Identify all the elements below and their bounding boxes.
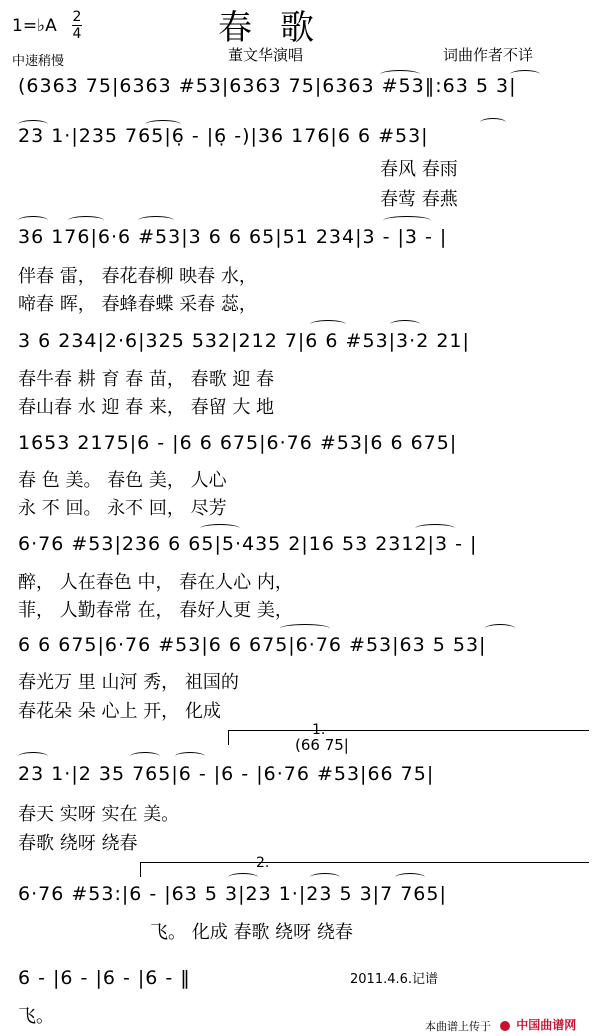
- staff-8-slur: [130, 752, 160, 761]
- staff-4-lyrics-verse-1: 春牛春 耕 育 春 苗， 春歌 迎 春: [18, 369, 275, 390]
- key-text: 1=♭A: [12, 16, 57, 36]
- site-logo-icon: [500, 1021, 510, 1031]
- staff-7-lyrics-verse-1: 春光万 里 山河 秀， 祖国的: [18, 672, 239, 693]
- staff-5-lyrics-verse-2: 永 不 回。 永不 回， 尽芳: [18, 498, 227, 519]
- staff-8-lyrics-verse-2: 春歌 绕呀 绕春: [18, 833, 138, 854]
- performer: 董文华演唱: [228, 46, 304, 64]
- staff-9-slur: [228, 873, 258, 882]
- staff-4-slur: [390, 320, 420, 329]
- staff-9-lyrics: 飞。 化成 春歌 绕呀 绕春: [150, 922, 353, 943]
- staff-6-slur: [200, 524, 240, 533]
- staff-2-lyrics-verse-1: 春风 春雨: [380, 159, 458, 180]
- upload-note: 本曲谱上传于: [425, 1020, 491, 1033]
- staff-9-slur: [395, 873, 425, 882]
- staff-9-music: 6·76 #53:|6 - |63 5 3|23 1·|23 5 3|7 765|: [18, 883, 447, 905]
- staff-4-lyrics-verse-2: 春山春 水 迎 春 来， 春留 大 地: [18, 397, 275, 418]
- staff-3-music: 36 176|6·6 #53|3 6 6 65|51 234|3 - |3 - |: [18, 226, 448, 248]
- staff-7-lyrics-verse-2: 春花朵 朵 心上 开， 化成: [18, 701, 221, 722]
- key-signature: [12, 16, 57, 36]
- staff-3-slur: [138, 216, 174, 225]
- site-logo: [500, 1016, 576, 1033]
- staff-2-lyrics-verse-2: 春莺 春燕: [380, 189, 458, 210]
- tempo-marking: 中速稍慢: [12, 54, 65, 69]
- staff-8-slur: [175, 752, 205, 761]
- staff-1-slur: [380, 70, 420, 79]
- staff-7-music: 6 6 675|6·76 #53|6 6 675|6·76 #53|63 5 53|: [18, 634, 487, 656]
- staff-8-slur: [18, 752, 48, 761]
- staff-3-slur: [68, 216, 104, 225]
- staff-10-lyrics: 飞。: [18, 1006, 54, 1027]
- staff-10-music: 6 - |6 - |6 - |6 - ‖: [18, 967, 191, 989]
- staff-2-slur: [18, 120, 48, 129]
- volta-1-interlude: (66 75|: [295, 736, 349, 754]
- time-sig-top: 2: [72, 9, 82, 25]
- staff-7-slur: [280, 624, 330, 633]
- staff-5-music: 1653 2175|6 - |6 6 675|6·76 #53|6 6 675|: [18, 432, 458, 454]
- staff-3-lyrics-verse-1: 伴春 雷， 春花春柳 映春 水，: [18, 266, 257, 287]
- staff-6-slur: [415, 524, 455, 533]
- volta-1-bracket: [228, 730, 589, 745]
- staff-4-slur: [310, 320, 346, 329]
- site-logo-text: 中国曲谱网: [516, 1018, 577, 1032]
- staff-9-slur: [310, 873, 340, 882]
- staff-2-music: 23 1·|235 765|6̣ - |6̣ -)|36 176|6 6 #53|: [18, 125, 429, 147]
- staff-8-music: 23 1·|2 35 765|6 - |6 - |6·76 #53|66 75|: [18, 763, 435, 785]
- credits: 词曲作者不详: [443, 46, 534, 64]
- song-title: 春歌: [218, 8, 342, 48]
- staff-6-lyrics-verse-1: 醉， 人在春色 中， 春在人心 内，: [18, 572, 293, 593]
- staff-2-slur: [145, 120, 181, 129]
- volta-2-bracket: [140, 862, 589, 877]
- staff-3-slur: [383, 216, 431, 225]
- staff-5-lyrics-verse-1: 春 色 美。 春色 美， 人心: [18, 470, 227, 491]
- staff-6-lyrics-verse-2: 菲， 人勤春常 在， 春好人更 美，: [18, 600, 293, 621]
- staff-7-slur: [485, 624, 515, 633]
- time-signature: [72, 10, 82, 41]
- staff-3-slur: [18, 216, 48, 225]
- staff-1-music: (6363 75|6363 #53|6363 75|6363 #53‖:63 5 3|: [18, 75, 517, 97]
- staff-3-lyrics-verse-2: 啼春 晖， 春蜂春蝶 采春 蕊，: [18, 294, 257, 315]
- volta-1-label: 1.: [312, 722, 326, 738]
- transcription-date: 2011.4.6.记谱: [350, 972, 439, 987]
- staff-1-slur: [510, 70, 540, 79]
- time-sig-bottom: 4: [72, 26, 82, 42]
- volta-2-label: 2.: [256, 855, 270, 871]
- staff-8-lyrics-verse-1: 春天 实呀 实在 美。: [18, 804, 180, 825]
- staff-4-music: 3 6 234|2·6|325 532|212 7|6 6 #53|3·2 21|: [18, 330, 470, 352]
- staff-6-music: 6·76 #53|236 6 65|5·435 2|16 53 2312|3 - |: [18, 533, 478, 555]
- staff-2-slur: [480, 118, 506, 127]
